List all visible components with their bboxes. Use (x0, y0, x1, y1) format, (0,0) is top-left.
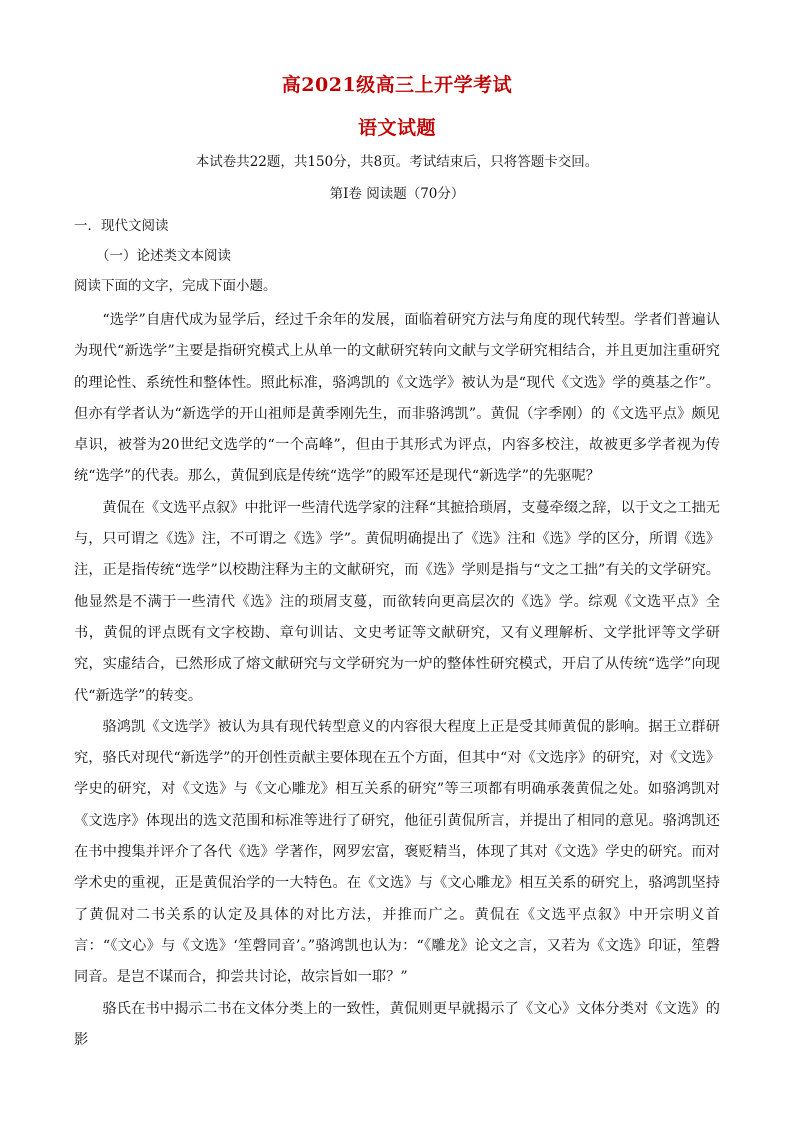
subsection-heading: （一）论述类文本阅读 (96, 248, 231, 264)
volume-heading: 第Ⅰ卷 阅读题（70分） (329, 186, 465, 202)
passage-paragraph-2: 黄侃在《文选平点叙》中批评一些清代选学家的注释“其摭拾琐屑，支蔓牵缀之辞，以于文之工拙无与，只可谓之《选》注，不可谓之《选》学”。黄侃明确提出了《选》注和《选》学的区分，所谓《选》注，正是指传统“选学”以校勘注释为主的文献研究，而《选》学则是指与“文之工拙”有关的文学研究。他显然是不满于一些清代《选》注的琐屑支蔓，而欲转向更高层次的《选》学。综观《文选平点》全书，黄侃的评点既有文字校勘、章句训诂、文史考证等文献研究，又有义理解析、文学批评等文学研究，实虚结合，已然形成了熔文献研究与文学研究为一炉的整体性研究模式，开启了从传统“选学”向现代“新选学”的转变。 (74, 499, 720, 704)
passage-paragraph-3: 骆鸿凯《文选学》被认为具有现代转型意义的内容很大程度上正是受其师黄侃的影响。据王立群研究，骆氏对现代“新选学”的开创性贡献主要体现在五个方面，但其中“对《文选序》的研究，对《文选》学史的研究，对《文选》与《文心雕龙》相互关系的研究”等三项都有明确承袭黄侃之处。如骆鸿凯对《文选序》体现出的选文范围和标准等进行了研究，他征引黄侃所言，并提出了相同的意见。骆鸿凯还在书中搜集并评介了各代《选》学著作，网罗宏富，褒贬精当，体现了其对《文选》学史的研究。而对学术史的重视，正是黄侃治学的一大特色。在《文选》与《文心雕龙》相互关系的研究上，骆鸿凯坚持了黄侃对二书关系的认定及具体的对比方法，并推而广之。黄侃在《文选平点叙》中开宗明义首言：“《文心》与《文选》‘笙磬同音’。”骆鸿凯也认为：“《雕龙》论文之言，又若为《文选》印证，笙磬同音。是岂不谋而合，抑尝共讨论，故宗旨如一耶？” (74, 718, 721, 986)
exam-title: 高2021级高三上开学考试 (281, 74, 513, 96)
exam-info: 本试卷共22题，共150分，共8页。考试结束后，只将答题卡交回。 (195, 154, 599, 170)
section-heading: 一．现代文阅读 (74, 218, 169, 234)
passage-paragraph-1: “选学”自唐代成为显学后，经过千余年的发展，面临着研究方法与角度的现代转型。学者们普遍认为现代“新选学”主要是指研究模式上从单一的文献研究转向文献与文学研究相结合，并且更加注重研究的理论性、系统性和整体性。照此标准，骆鸿凯的《文选学》被认为是“现代《文选》学的奠基之作”。但亦有学者认为“新选学的开山祖师是黄季刚先生，而非骆鸿凯”。黄侃（字季刚）的《文选平点》颇见卓识，被誉为20世纪文选学的“一个高峰”，但由于其形式为评点，内容多校注，故被更多学者视为传统“选学”的代表。那么，黄侃到底是传统“选学”的殿军还是现代“新选学”的先驱呢？ (74, 312, 720, 485)
passage (74, 305, 720, 1056)
reading-instruction: 阅读下面的文字，完成下面小题。 (74, 278, 277, 294)
exam-subject-title: 语文试题 (357, 117, 436, 139)
passage-paragraph-4: 骆氏在书中揭示二书在文体分类上的一致性，黄侃则更早就揭示了《文心》文体分类对《文选》的影 (74, 1000, 720, 1048)
